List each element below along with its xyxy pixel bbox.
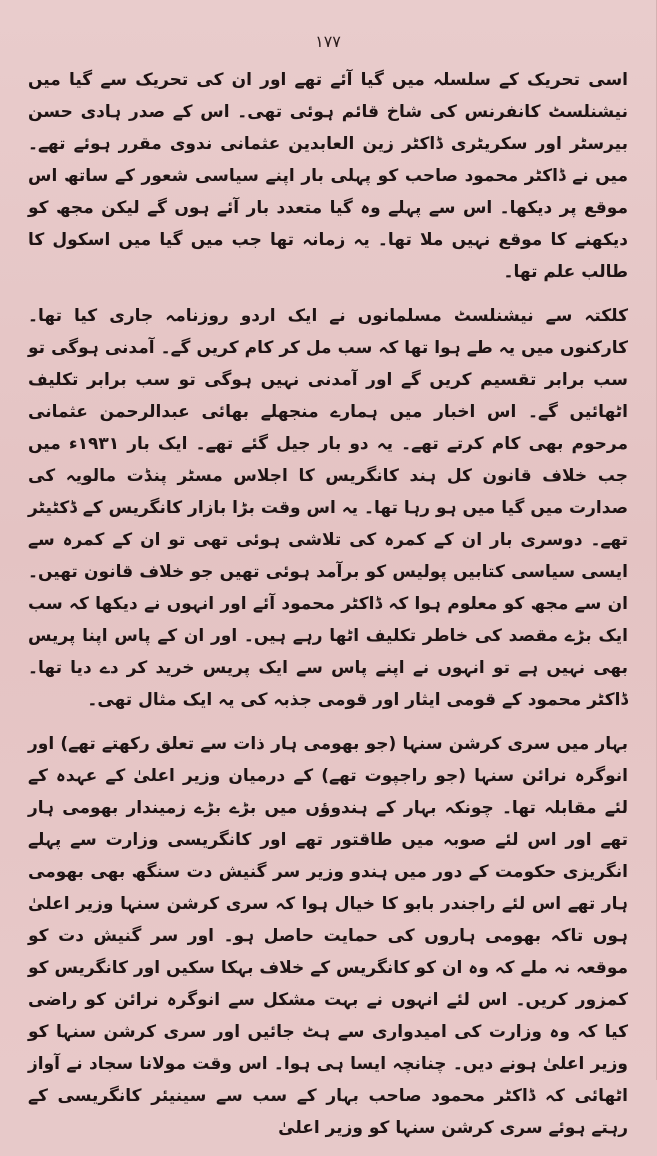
paragraph-3: بہار میں سری کرشن سنہا (جو بھومی ہار ذات سے تعلق رکھتے تھے) اور انوگرہ نرائن سنہا (جو راجپوت تھے) کے درمیان وزیر اعلیٰ کے عہدہ کے لئے مقابلہ تھا۔ چونکہ بہار کے ہندوؤں میں بڑے بڑے زمیندار بھومی ہار تھے اور اس لئے صوبہ میں طاقتور تھے اور کانگریسی وزارت سے پہلے انگریزی حکومت کے دور میں ہندو وزیر سر گنیش دت سنگھ بھی بھومی ہار تھے اس لئے راجندر بابو کا خیال ہوا کہ سری کرشن سنہا وزیر اعلیٰ ہوں تاکہ بھومی ہاروں کی حمایت حاصل ہو۔ اور سر گنیش دت کو موقعہ نہ ملے کہ وہ ان کو کانگریس کے خلاف بہکا سکیں اور کانگریس کو کمزور کریں۔ اس لئے انہوں نے بہت مشکل سے انوگرہ نرائن کو راضی کیا کہ وہ وزارت کی امیدواری سے ہٹ جائیں اور سری کرشن سنہا کو وزیر اعلیٰ ہونے دیں۔ چنانچہ ایسا ہی ہوا۔ اس وقت مولانا سجاد نے آواز اٹھائی کہ ڈاکٹر محمود صاحب بہار کے سب سے سینیئر کانگریسی کے رہتے ہوئے سری کرشن سنہا کو وزیر اعلیٰ <box>28 734 628 1138</box>
paragraph-1: اسی تحریک کے سلسلہ میں گیا آئے تھے اور ان کی تحریک سے گیا میں نیشنلسٹ کانفرنس کی شاخ قائم ہوئی تھی۔ اس کے صدر ہادی حسن بیرسٹر اور سکریٹری ڈاکٹر زین العابدین عثمانی ندوی مقرر ہوئے تھے۔ میں نے ڈاکٹر محمود صاحب کو پہلی بار اپنے سیاسی شعور کے ساتھ اس موقع پر دیکھا۔ اس سے پہلے وہ گیا متعدد بار آئے ہوں گے لیکن مجھ کو دیکھنے کا موقع نہیں ملا تھا۔ یہ زمانہ تھا جب میں گیا میں اسکول کا طالب علم تھا۔ <box>28 70 628 282</box>
paragraph-2: کلکتہ سے نیشنلسٹ مسلمانوں نے ایک اردو روزنامہ جاری کیا تھا۔ کارکنوں میں یہ طے ہوا تھا کہ سب مل کر کام کریں گے۔ آمدنی ہوگی تو سب برابر تقسیم کریں گے اور آمدنی نہیں ہوگی تو سب برابر تکلیف اٹھائیں گے۔ اس اخبار میں ہمارے منجھلے بھائی عبدالرحمن عثمانی مرحوم بھی کام کرتے تھے۔ یہ دو بار جیل گئے تھے۔ ایک بار ۱۹۳۱ء میں جب خلاف قانون کل ہند کانگریس کا اجلاس مسٹر پنڈت مالویہ کی صدارت میں گیا میں ہو رہا تھا۔ یہ اس وقت بڑا بازار کانگریس کے ڈکٹیٹر تھے۔ دوسری بار ان کے کمرہ کی تلاشی ہوئی تھی تو ان کے کمرہ سے ایسی سیاسی کتابیں پولیس کو برآمد ہوئی تھیں جو خلاف قانون تھیں۔ ان سے مجھ کو معلوم ہوا کہ ڈاکٹر محمود آئے اور انہوں نے دیکھا کہ سب ایک بڑے مقصد کی خاطر تکلیف اٹھا رہے ہیں۔ اور ان کے پاس اپنا پریس بھی نہیں ہے تو انہوں نے اپنے پاس سے ایک پریس خرید کر دے دیا تھا۔ ڈاکٹر محمود کے قومی ایثار اور قومی جذبہ کی یہ ایک مثال تھی۔ <box>28 306 628 710</box>
page-number: ۱۷۷ <box>315 32 341 51</box>
urdu-text-body <box>28 64 628 1156</box>
